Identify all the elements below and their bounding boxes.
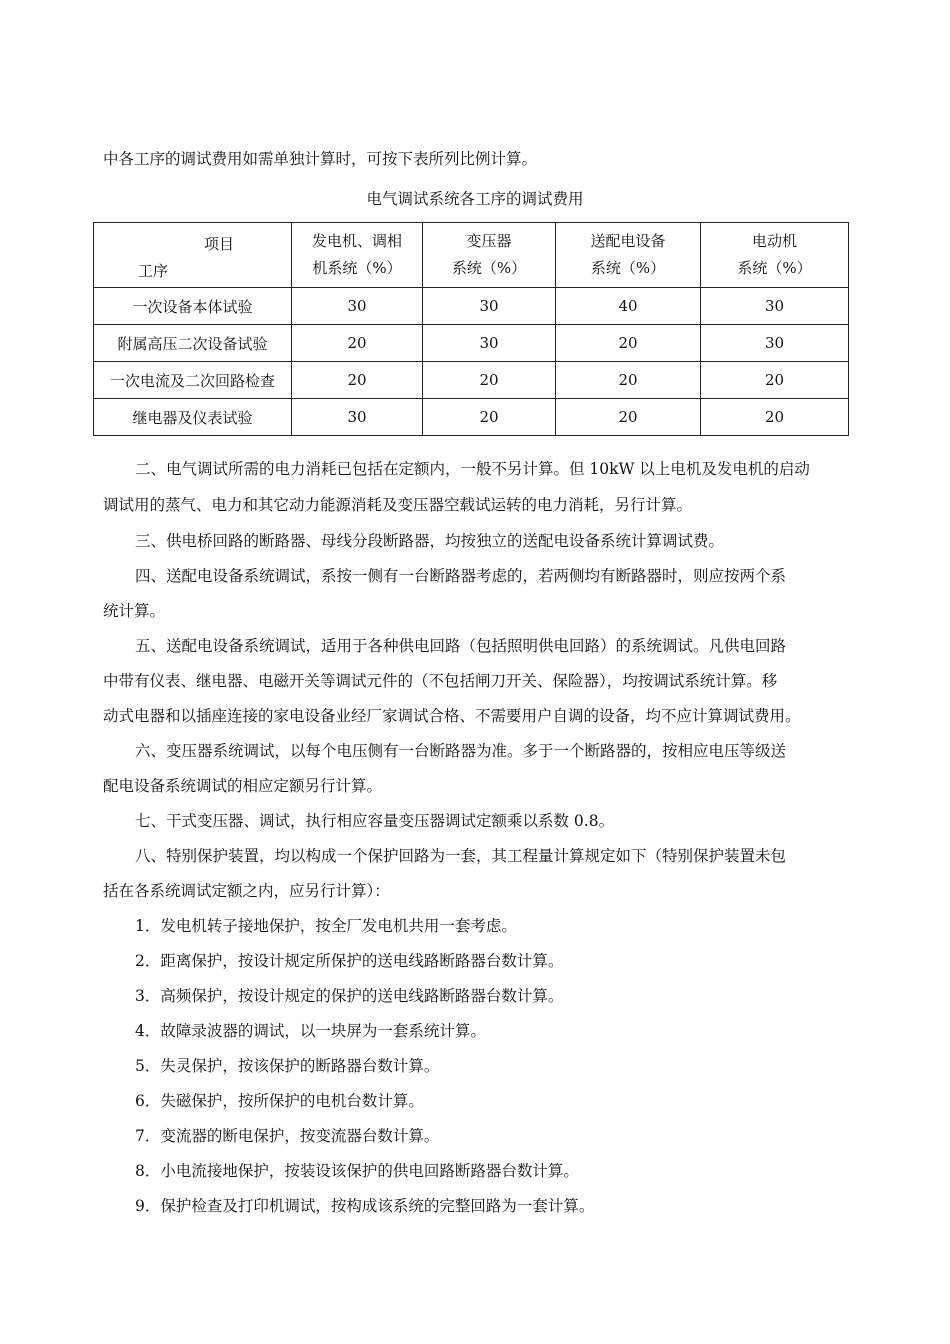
corner-top-label: 项目 [204, 235, 235, 253]
header-line: 系统（%） [451, 259, 527, 277]
paragraph-line: 六、变压器系统调试，以每个电压侧有一台断路器为准。多于一个断路器的，按相应电压等级送 [135, 742, 787, 760]
table-header-row [94, 223, 849, 288]
header-line: 系统（%） [737, 259, 812, 277]
table-cell: 30 [701, 288, 849, 325]
table-cell: 20 [701, 399, 849, 436]
list-item: 1．发电机转子接地保护，按全厂发电机共用一套考虑。 [135, 917, 517, 935]
list-item: 3．高频保护，按设计规定的保护的送电线路断路器台数计算。 [135, 987, 564, 1005]
header-motor [701, 223, 849, 288]
paragraph-line: 括在各系统调试定额之内，应另行计算）： [103, 882, 390, 900]
table-cell: 20 [556, 362, 701, 399]
row-label: 一次设备本体试验 [94, 288, 292, 325]
table-row [94, 325, 849, 362]
paragraph-line: 统计算。 [103, 602, 166, 620]
paragraph-line: 二、电气调试所需的电力消耗已包括在定额内，一般不另计算。但 10kW 以上电机及发电机的启动 [135, 460, 810, 478]
table-cell: 20 [292, 362, 423, 399]
table-cell: 20 [292, 325, 423, 362]
header-distribution [556, 223, 701, 288]
table-cell: 30 [292, 399, 423, 436]
table-corner-cell [94, 223, 292, 288]
cost-table [93, 222, 849, 436]
table-cell: 30 [701, 325, 849, 362]
table-cell: 20 [423, 399, 556, 436]
list-item: 5．失灵保护，按该保护的断路器台数计算。 [135, 1057, 440, 1075]
table-row [94, 399, 849, 436]
paragraph-line: 八、特别保护装置，均以构成一个保护回路为一套，其工程量计算规定如下（特别保护装置未包 [135, 847, 787, 865]
paragraph-line: 三、供电桥回路的断路器、母线分段断路器，均按独立的送配电设备系统计算调试费。 [135, 532, 725, 550]
list-item: 8．小电流接地保护，按装设该保护的供电回路断路器台数计算。 [135, 1162, 579, 1180]
list-item: 7．变流器的断电保护，按变流器台数计算。 [135, 1127, 440, 1145]
row-label: 继电器及仪表试验 [94, 399, 292, 436]
header-line: 电动机 [751, 232, 797, 250]
paragraph-line: 四、送配电设备系统调试，系按一侧有一台断路器考虑的，若两侧均有断路器时，则应按两个系 [135, 567, 787, 585]
table-row [94, 288, 849, 325]
row-label: 附属高压二次设备试验 [94, 325, 292, 362]
header-line: 变压器 [466, 232, 512, 250]
paragraph-line: 七、干式变压器、调试，执行相应容量变压器调试定额乘以系数 0.8。 [135, 812, 615, 830]
header-line: 送配电设备 [590, 232, 666, 250]
header-transformer [423, 223, 556, 288]
table-cell: 30 [292, 288, 423, 325]
list-item: 6．失磁保护，按所保护的电机台数计算。 [135, 1092, 424, 1110]
header-line: 系统（%） [590, 259, 666, 277]
table-cell: 20 [701, 362, 849, 399]
header-line: 机系统（%） [312, 259, 402, 277]
corner-bottom-label: 工序 [138, 262, 169, 280]
table-cell: 20 [556, 325, 701, 362]
list-item: 2．距离保护，按设计规定所保护的送电线路断路器台数计算。 [135, 952, 564, 970]
paragraph-line: 中带有仪表、继电器、电磁开关等调试元件的（不包括闸刀开关、保险器），均按调试系统计算。移 [103, 672, 778, 690]
paragraph-line: 调试用的蒸气、电力和其它动力能源消耗及变压器空载试运转的电力消耗，另行计算。 [103, 496, 693, 514]
row-label: 一次电流及二次回路检查 [94, 362, 292, 399]
intro-text: 中各工序的调试费用如需单独计算时，可按下表所列比例计算。 [103, 150, 538, 168]
table-cell: 30 [423, 288, 556, 325]
list-item: 4．故障录波器的调试，以一块屏为一套系统计算。 [135, 1022, 486, 1040]
header-line: 发电机、调相 [311, 232, 402, 250]
table-caption: 电气调试系统各工序的调试费用 [366, 190, 584, 208]
paragraph-line: 动式电器和以插座连接的家电设备业经厂家调试合格、不需要用户自调的设备，均不应计算调试费用。 [103, 707, 801, 725]
paragraph-line: 配电设备系统调试的相应定额另行计算。 [103, 777, 383, 795]
table-cell: 20 [423, 362, 556, 399]
table-row [94, 362, 849, 399]
list-item: 9．保护检查及打印机调试，按构成该系统的完整回路为一套计算。 [135, 1197, 595, 1215]
table-cell: 20 [556, 399, 701, 436]
table-cell: 40 [556, 288, 701, 325]
paragraph-line: 五、送配电设备系统调试，适用于各种供电回路（包括照明供电回路）的系统调试。凡供电回路 [135, 637, 787, 655]
header-generator [292, 223, 423, 288]
table-cell: 30 [423, 325, 556, 362]
